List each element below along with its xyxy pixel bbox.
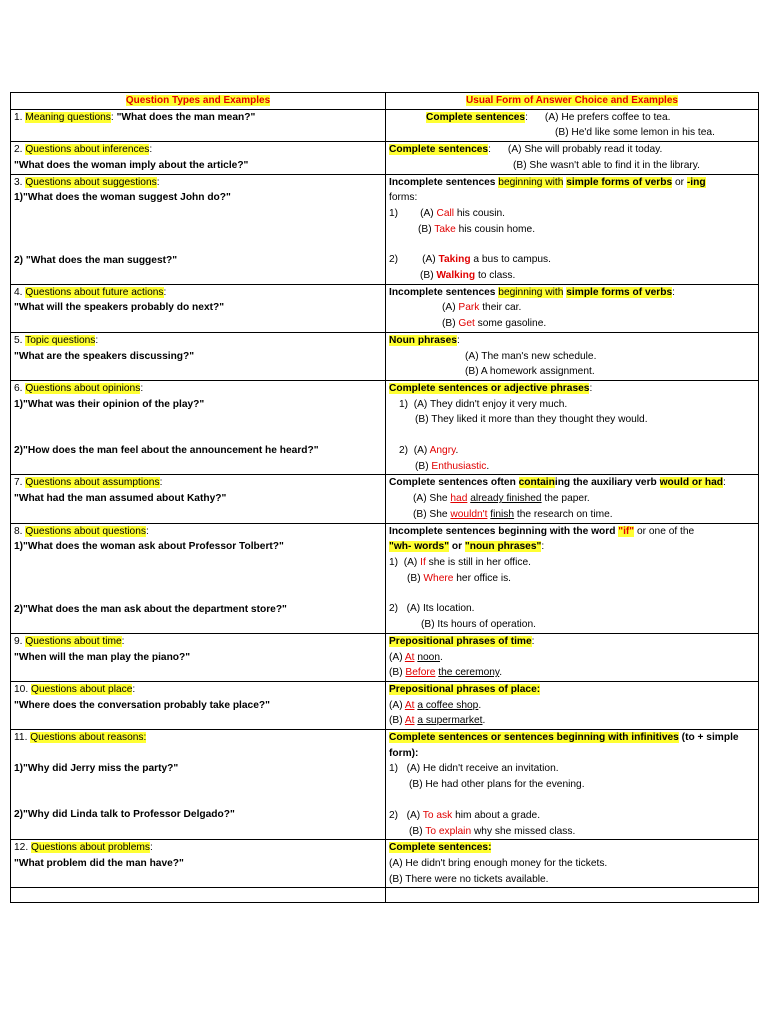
- answer-cell: Complete sentences or sentences beginning with infinitives (to + simple form): 1) (A) He didn't receive an invitation. (B) He had other plans for the evening. 2) (A) To ask him about a grade. (B) To explain why she missed class.: [386, 730, 759, 840]
- answer-form: Complete sentences or sentences beginning with infinitives: [389, 732, 679, 744]
- answer-cell: Complete sentences: (A) He prefers coffee to tea. (B) He'd like some lemon in his tea.: [386, 109, 759, 141]
- example-question: "What does the man mean?": [116, 111, 256, 123]
- table-row: [11, 142, 759, 174]
- answer-cell: Complete sentences or adjective phrases: 1) (A) They didn't enjoy it very much. (B) They liked it more than they thought they would. 2) (A) Angry. (B) Enthusiastic.: [386, 380, 759, 475]
- answer-cell: Incomplete sentences beginning with simple forms of verbs: (A) Park their car. (B) Get some gasoline.: [386, 284, 759, 332]
- question-type: Questions about reasons:: [30, 732, 147, 744]
- table-row: [11, 380, 759, 475]
- answer-form: Noun phrases: [389, 334, 457, 346]
- question-cell: 8. Questions about questions: 1)"What does the woman ask about Professor Tolbert?" 2)"What does the man ask about the department store?": [11, 523, 386, 633]
- table-row: [11, 475, 759, 523]
- question-type: Topic questions: [25, 334, 96, 346]
- example-question-2: 2)"Why did Linda talk to Professor Delgado?": [14, 809, 235, 821]
- question-types-table: [10, 92, 759, 903]
- question-cell: 10. Questions about place: "Where does the conversation probably take place?": [11, 681, 386, 729]
- question-type: Questions about problems: [31, 842, 150, 854]
- answer-cell: Complete sentences: (A) She will probably read it today. (B) She wasn't able to find it in the library.: [386, 142, 759, 174]
- table-row: [11, 523, 759, 633]
- answer-form: Complete sentences or adjective phrases: [389, 382, 590, 394]
- table-row: [11, 109, 759, 141]
- table-header-row: [11, 93, 759, 110]
- answer-cell: Incomplete sentences beginning with the word "if" or one of the "wh- words" or "noun phrases": 1) (A) If she is still in her office. (B) Where her office is. 2) (A) Its location. (B) Its hours of operation.: [386, 523, 759, 633]
- table-row: [11, 284, 759, 332]
- question-cell: 3. Questions about suggestions: 1)"What does the woman suggest John do?" 2) "What does the man suggest?": [11, 174, 386, 284]
- example-question-1: 1)"What does the woman suggest John do?": [14, 192, 231, 204]
- example-question: "Where does the conversation probably take place?": [14, 699, 270, 711]
- example-question: "When will the man play the piano?": [14, 651, 191, 663]
- example-question: "What will the speakers probably do next?": [14, 302, 225, 314]
- table-row: [11, 681, 759, 729]
- question-type: Questions about time: [25, 635, 122, 647]
- question-cell: 6. Questions about opinions: 1)"What was their opinion of the play?" 2)"How does the man feel about the announcement he heard?": [11, 380, 386, 475]
- example-question-2: 2)"How does the man feel about the announcement he heard?": [14, 445, 319, 457]
- example-question-2: 2)"What does the man ask about the department store?": [14, 603, 287, 615]
- answer-cell: Prepositional phrases of place: (A) At a coffee shop. (B) At a supermarket.: [386, 681, 759, 729]
- question-type: Meaning questions: [25, 111, 111, 123]
- question-cell: 5. Topic questions: "What are the speakers discussing?": [11, 332, 386, 380]
- answer-cell: Complete sentences often containing the auxiliary verb would or had: (A) She had already finished the paper. (B) She wouldn't finish the research on time.: [386, 475, 759, 523]
- answer-cell: Complete sentences: (A) He didn't bring enough money for the tickets. (B) There were no tickets available.: [386, 840, 759, 888]
- question-type: Questions about suggestions: [25, 176, 157, 188]
- example-question: "What problem did the man have?": [14, 857, 184, 869]
- answer-form: Complete sentences:: [389, 842, 492, 854]
- question-type: Questions about opinions: [25, 382, 141, 394]
- question-cell: 2. Questions about inferences: "What does the woman imply about the article?": [11, 142, 386, 174]
- example-question-1: 1)"Why did Jerry miss the party?": [14, 762, 179, 774]
- empty-row: [11, 888, 759, 903]
- example-question: "What are the speakers discussing?": [14, 350, 195, 362]
- example-question-1: 1)"What was their opinion of the play?": [14, 398, 205, 410]
- example-question: "What had the man assumed about Kathy?": [14, 493, 227, 505]
- question-cell: 11. Questions about reasons: 1)"Why did Jerry miss the party?" 2)"Why did Linda talk to Professor Delgado?": [11, 730, 386, 840]
- question-type: Questions about inferences: [25, 144, 150, 156]
- table-row: [11, 174, 759, 284]
- answer-form: Prepositional phrases of place:: [389, 683, 541, 695]
- table-row: [11, 730, 759, 840]
- question-type: Questions about assumptions: [25, 477, 160, 489]
- question-type: Questions about questions: [25, 525, 146, 537]
- table-row: [11, 332, 759, 380]
- example-question-1: 1)"What does the woman ask about Professor Tolbert?": [14, 541, 284, 553]
- answer-cell: Noun phrases: (A) The man's new schedule. (B) A homework assignment.: [386, 332, 759, 380]
- example-question: "What does the woman imply about the article?": [14, 159, 249, 171]
- answer-cell: Prepositional phrases of time: (A) At noon. (B) Before the ceremony.: [386, 633, 759, 681]
- answer-cell: Incomplete sentences beginning with simple forms of verbs or -ing forms: 1) (A) Call his cousin. (B) Take his cousin home. 2) (A) Taking a bus to campus. (B) Walking to class.: [386, 174, 759, 284]
- question-type: Questions about future actions: [25, 286, 164, 298]
- answer-form: Prepositional phrases of time: [389, 635, 532, 647]
- header-question-types: Question Types and Examples: [11, 93, 386, 110]
- answer-form: Complete sentences: [426, 111, 526, 123]
- empty-cell: [11, 888, 386, 903]
- question-cell: 4. Questions about future actions: "What will the speakers probably do next?": [11, 284, 386, 332]
- empty-cell: [386, 888, 759, 903]
- question-cell: 9. Questions about time: "When will the man play the piano?": [11, 633, 386, 681]
- question-cell: 12. Questions about problems: "What problem did the man have?": [11, 840, 386, 888]
- answer-form: Complete sentences: [389, 144, 489, 156]
- table-row: [11, 840, 759, 888]
- header-answer-forms: Usual Form of Answer Choice and Examples: [386, 93, 759, 110]
- question-cell: 1. Meaning questions: "What does the man mean?": [11, 109, 386, 141]
- question-type: Questions about place: [31, 683, 133, 695]
- question-cell: 7. Questions about assumptions: "What had the man assumed about Kathy?": [11, 475, 386, 523]
- table-row: [11, 633, 759, 681]
- example-question-2: 2) "What does the man suggest?": [14, 254, 178, 266]
